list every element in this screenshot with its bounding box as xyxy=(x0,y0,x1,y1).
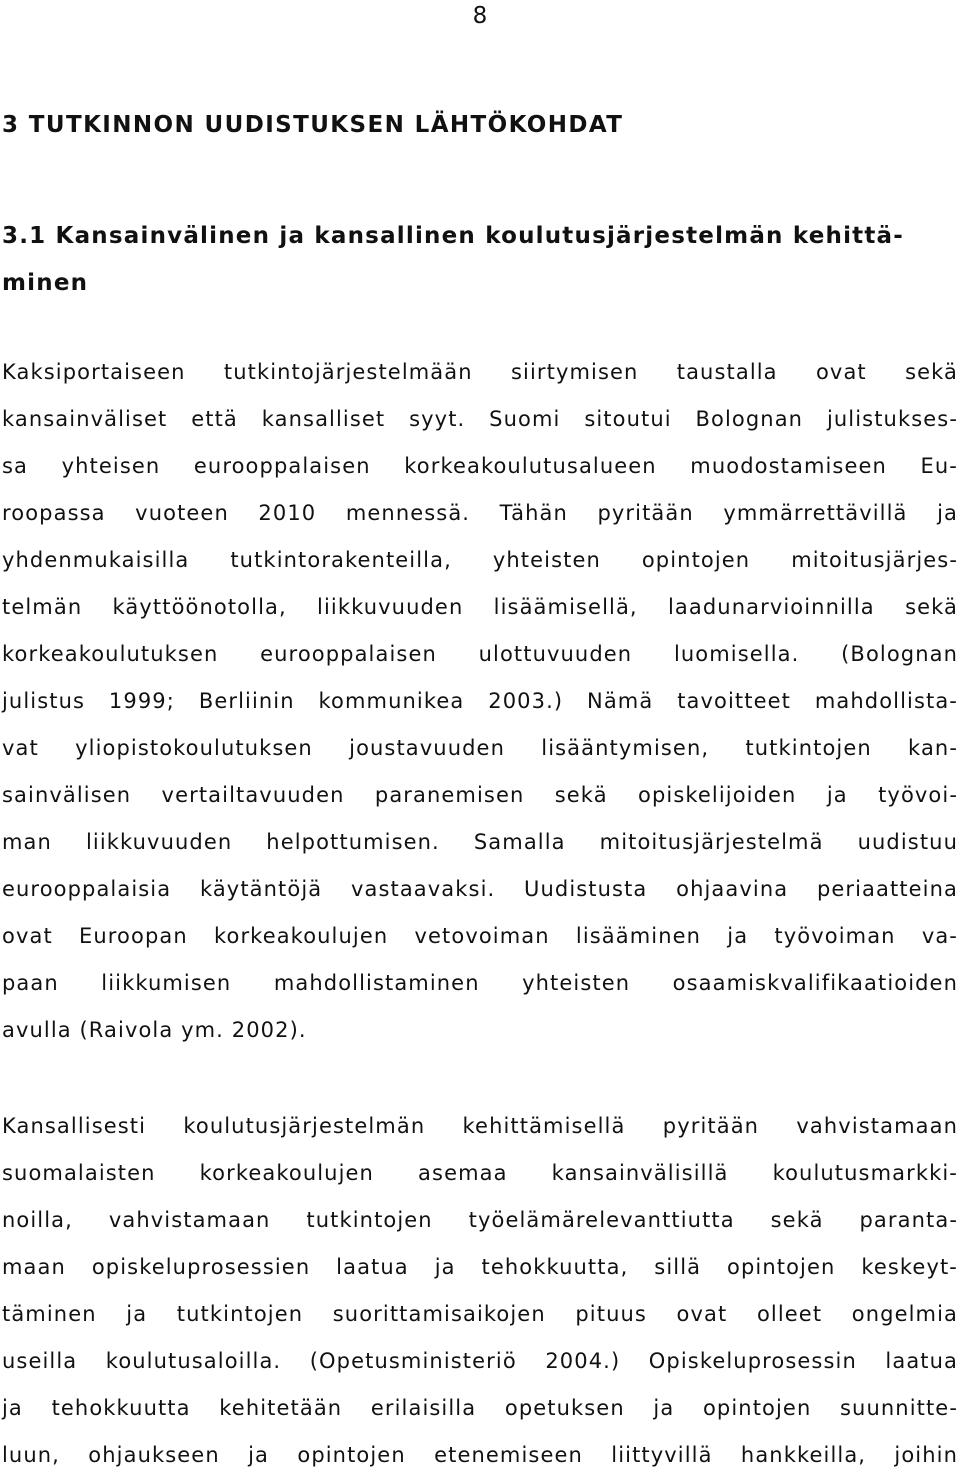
section-heading: 3.1 Kansainvälinen ja kansallinen koulutusjärjestelmän kehittä-minen xyxy=(2,223,905,296)
text-line: kansainväliset että kansalliset syyt. Suomi sitoutui Bolognan julistukses- xyxy=(2,407,958,431)
text-line: luun, ohjaukseen ja opintojen etenemiseen liittyvillä hankkeilla, joihin xyxy=(2,1443,958,1467)
text-line: noilla, vahvistamaan tutkintojen työelämärelevanttiutta sekä paranta- xyxy=(2,1208,958,1232)
text-line: eurooppalaisia käytäntöjä vastaavaksi. Uudistusta ohjaavina periaatteina xyxy=(2,877,958,901)
text-line: maan opiskeluprosessien laatua ja tehokkuutta, sillä opintojen keskeyt- xyxy=(2,1255,958,1279)
text-line: yhdenmukaisilla tutkintorakenteilla, yhteisten opintojen mitoitusjärjes- xyxy=(2,548,958,572)
text-line: sa yhteisen eurooppalaisen korkeakoulutusalueen muodostamiseen Eu- xyxy=(2,454,958,478)
chapter-heading: 3 TUTKINNON UUDISTUKSEN LÄHTÖKOHDAT xyxy=(2,112,624,138)
text-line: vat yliopistokoulutuksen joustavuuden lisääntymisen, tutkintojen kan- xyxy=(2,736,958,760)
text-line: täminen ja tutkintojen suorittamisaikojen pituus ovat olleet ongelmia xyxy=(2,1302,958,1326)
text-line: ja tehokkuutta kehitetään erilaisilla opetuksen ja opintojen suunnitte- xyxy=(2,1396,958,1420)
text-line: Kansallisesti koulutusjärjestelmän kehittämisellä pyritään vahvistamaan xyxy=(2,1114,958,1138)
text-line: Kaksiportaiseen tutkintojärjestelmään siirtymisen taustalla ovat sekä xyxy=(2,360,958,384)
text-line: useilla koulutusaloilla. (Opetusministeriö 2004.) Opiskeluprosessin laatua xyxy=(2,1349,958,1373)
text-line: roopassa vuoteen 2010 mennessä. Tähän pyritään ymmärrettävillä ja xyxy=(2,501,958,525)
text-line: ovat Euroopan korkeakoulujen vetovoiman lisääminen ja työvoiman va- xyxy=(2,924,958,948)
text-line: sainvälisen vertailtavuuden paranemisen sekä opiskelijoiden ja työvoi- xyxy=(2,783,958,807)
text-line: telmän käyttöönotolla, liikkuvuuden lisäämisellä, laadunarvioinnilla sekä xyxy=(2,595,958,619)
text-line: julistus 1999; Berliinin kommunikea 2003.) Nämä tavoitteet mahdollista- xyxy=(2,689,958,713)
text-line: man liikkuvuuden helpottumisen. Samalla mitoitusjärjestelmä uudistuu xyxy=(2,830,958,854)
text-line: paan liikkumisen mahdollistaminen yhteisten osaamiskvalifikaatioiden xyxy=(2,971,958,995)
text-line: suomalaisten korkeakoulujen asemaa kansainvälisillä koulutusmarkki- xyxy=(2,1161,958,1185)
text-line: avulla (Raivola ym. 2002). xyxy=(2,1018,307,1042)
page-number: 8 xyxy=(472,3,488,29)
text-line: korkeakoulutuksen eurooppalaisen ulottuvuuden luomisella. (Bolognan xyxy=(2,642,958,666)
